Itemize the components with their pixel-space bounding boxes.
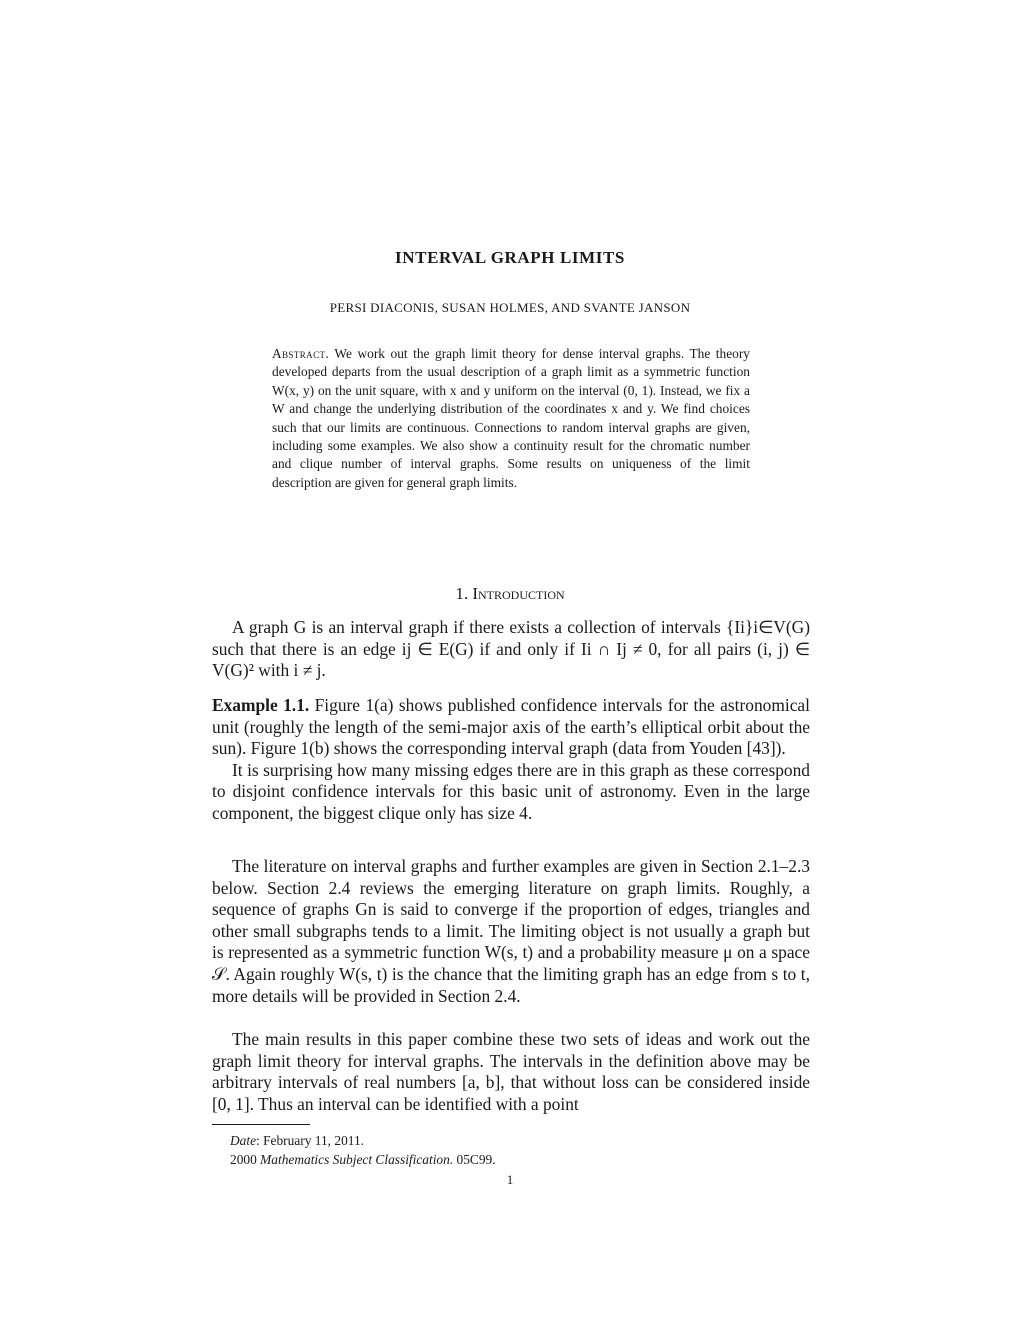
section-number: 1. [455,584,469,603]
footnote-date-label: Date [230,1133,257,1148]
example-label: Example 1.1. [212,695,310,715]
example-followup: It is surprising how many missing edges there are in this graph as these correspond to disjoint confidence intervals for this basic unit of astronomy. Even in the large component, the biggest clique only has size 4. [212,759,810,823]
abstract [272,345,750,492]
literature-paragraph [212,856,810,1007]
definition-paragraph [212,617,810,682]
abstract-text: We work out the graph limit theory for dense interval graphs. The theory developed departs from the usual description of a graph limit as a symmetric function W(x, y) on the unit square, with x and y uniform on the interval (0, 1). Instead, we fix a W and change the underlying distribution of the coordinates x and y. We find choices such that our limits are continuous. Connections to random interval graphs are given, including some examples. We also show a continuity result for the chromatic number and clique number of interval graphs. Some results on uniqueness of the limit description are given for general graph limits. [272,346,750,490]
footnote-msc-code: 05C99. [456,1152,496,1167]
footnote-rule [212,1124,310,1125]
definition-text: A graph G is an interval graph if there exists a collection of intervals {Ii}i∈V(G) such that there is an edge ij ∈ E(G) if and only if Ii ∩ Ij ≠ 0, for all pairs (i, j) ∈ V(G)² with i ≠ j. [212,617,810,681]
footnote-msc [230,1150,790,1169]
abstract-label: Abstract. [272,346,330,361]
paper-title: INTERVAL GRAPH LIMITS [395,248,625,267]
literature-text: The literature on interval graphs and further examples are given in Section 2.1–2.3 below. Section 2.4 reviews the emerging literature on graph limits. Roughly, a sequence of graphs Gn is said to converge if the proportion of edges, triangles and other small subgraphs tends to a limit. The limiting object is not usually a graph but is represented as a symmetric function W(s, t) and a probability measure μ on a space 𝒮. Again roughly W(s, t) is the chance that the limiting graph has an edge from s to t, more details will be provided in Section 2.4. [212,856,810,1006]
footnote-msc-year: 2000 [230,1152,257,1167]
paper-authors: PERSI DIACONIS, SUSAN HOLMES, AND SVANTE JANSON [329,300,691,315]
section-title: Introduction [472,584,565,603]
footnotes [230,1131,790,1169]
example-block [212,695,810,825]
section-heading [0,584,1020,604]
main-results-paragraph [212,1029,810,1115]
footnote-date [230,1131,790,1150]
footnote-msc-label: Mathematics Subject Classification. [260,1152,454,1167]
page-number: 1 [506,1172,514,1187]
example-text: Figure 1(a) shows published confidence intervals for the astronomical unit (roughly the length of the semi-major axis of the earth’s elliptical orbit about the sun). Figure 1(b) shows the corresponding interval graph (data from Youden [43]). [212,695,810,759]
main-results-text: The main results in this paper combine these two sets of ideas and work out the graph limit theory for interval graphs. The intervals in the definition above may be arbitrary intervals of real numbers [a, b], that without loss can be considered inside [0, 1]. Thus an interval can be identified with a point [212,1029,810,1114]
footnote-date-value: : February 11, 2011. [256,1133,365,1148]
